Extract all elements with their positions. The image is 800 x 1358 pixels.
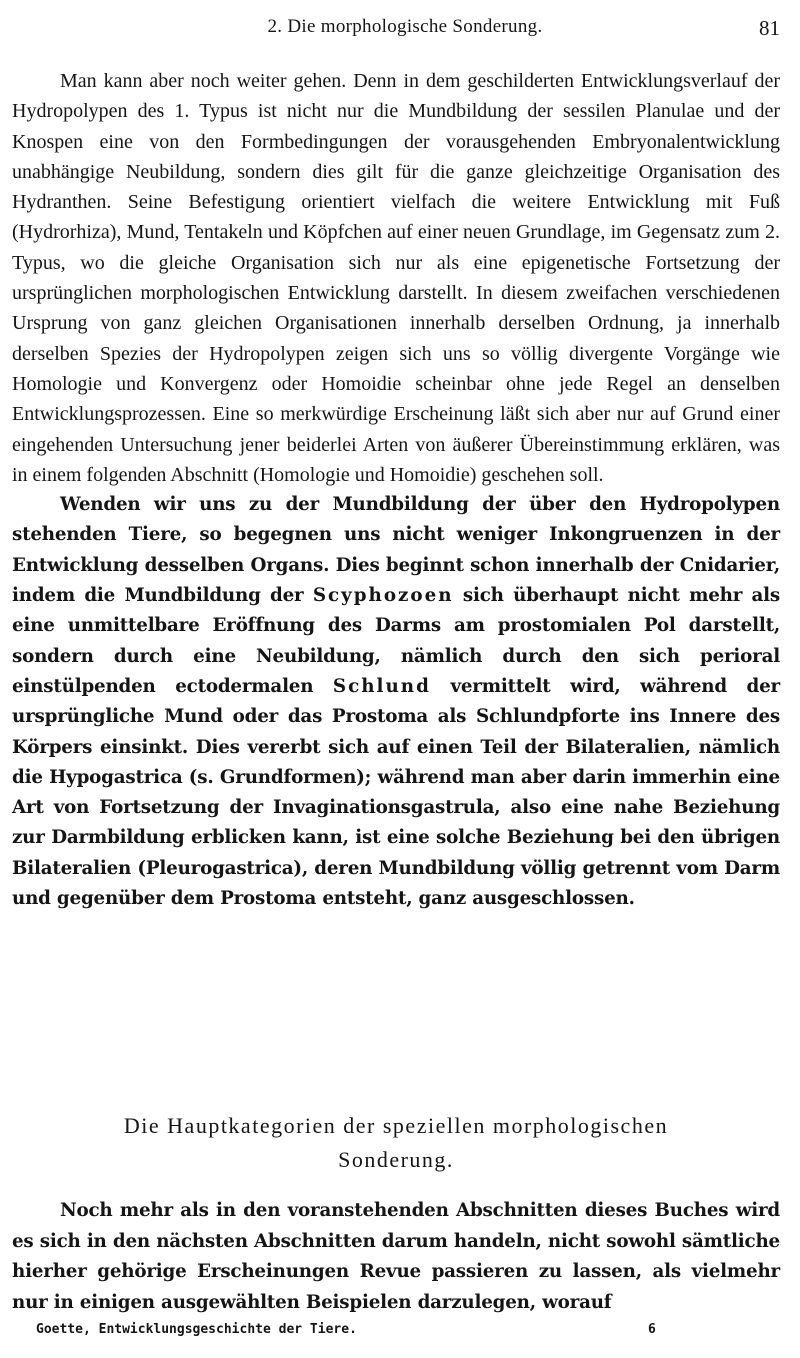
main-text <box>12 66 780 914</box>
page-number: 81 <box>759 16 780 40</box>
paragraph-2-part-1: Wenden wir uns zu der Mundbildung der über den Hydropolypen stehenden Tiere, so begegnen uns nicht weniger Inkongruenzen in der Entwicklung desselben Organs. Dies beginnt schon innerhalb der Cnidarier, indem die Mundbildung der <box>12 494 780 607</box>
paragraph-1: Man kann aber noch weiter gehen. Denn in dem geschilderten Entwicklungsverlauf der Hydropolypen des 1. Typus ist nicht nur die Mundbildung der sessilen Planulae und der Knospen eine von den Formbedingungen der vorausgehenden Embryonalentwicklung unabhängige Neubildung, sondern dies gilt für die ganze gleichzeitige Organisation des Hydranthen. Seine Befestigung orientiert vielfach die weitere Entwicklung mit Fuß (Hydrorhiza), Mund, Tentakeln und Köpfchen auf einer neuen Grundlage, im Gegensatz zum 2. Typus, wo die gleiche Organisation sich nur als eine epigenetische Fortsetzung der ursprünglichen morphologischen Entwicklung darstellt. In diesem zweifachen verschiedenen Ursprung von ganz gleichen Organisationen innerhalb derselben Ordnung, ja innerhalb derselben Spezies der Hydropolypen zeigen sich uns so völlig divergente Vorgänge wie Homologie und Konvergenz oder Homoidie scheinbar ohne jede Regel an denselben Entwicklungsprozessen. Eine so merkwürdige Erscheinung läßt sich aber nur auf Grund einer eingehenden Untersuchung jener beiderlei Arten von äußerer Übereinstimmung erklären, was in einem folgenden Abschnitt (Homologie und Homoidie) geschehen soll. <box>12 70 780 486</box>
paragraph-2-part-2: sich überhaupt nicht mehr als eine unmittelbare Eröffnung des Darms am prostomialen Pol darstellt, sondern durch eine Neubildung, nämlich durch den sich perioral einstülpenden ectodermalen <box>12 585 781 697</box>
running-title: 2. Die morphologische Sonderung. <box>267 16 543 37</box>
emphasis-scyphozoen: Scyphozoen <box>312 585 454 607</box>
paragraph-3: Noch mehr als in den voranstehenden Abschnitten dieses Buches wird es sich in den nächsten Abschnitten darum handeln, nicht sowohl sämtliche hierher gehörige Erscheinungen Revue passieren zu lassen, als vielmehr nur in einigen ausgewählten Beispielen darzulegen, worauf <box>12 1200 780 1313</box>
footer-signature: Goette, Entwicklungsgeschichte der Tiere. <box>36 1322 357 1337</box>
section-heading-line-2: Sonderung. <box>338 1147 454 1172</box>
paragraph-2-part-3: vermittelt wird, während der ursprüngliche Mund oder das Prostoma als Schlundpforte ins Innere des Körpers einsinkt. Dies vererbt sich auf einen Teil der Bilateralien, nämlich die Hypogastrica (s. Grundformen); während man aber darin immerhin eine Art von Fortsetzung der Invaginationsgastrula, also eine nahe Beziehung zur Darmbildung erblicken kann, ist eine solche Beziehung bei den übrigen Bilateralien (Pleurogastrica), deren Mundbildung völlig getrennt vom Darm und gegenüber dem Prostoma entsteht, ganz ausgeschlossen. <box>12 675 780 910</box>
sheet-number: 6 <box>648 1322 656 1337</box>
section-heading <box>12 1110 780 1176</box>
page-footer <box>36 1322 764 1344</box>
running-header <box>10 16 780 46</box>
emphasis-schlund: Schlund <box>332 675 431 697</box>
section-text <box>12 1196 780 1318</box>
paragraph-2 <box>12 490 780 914</box>
section-heading-line-1: Die Hauptkategorien der speziellen morphologischen <box>123 1113 669 1138</box>
